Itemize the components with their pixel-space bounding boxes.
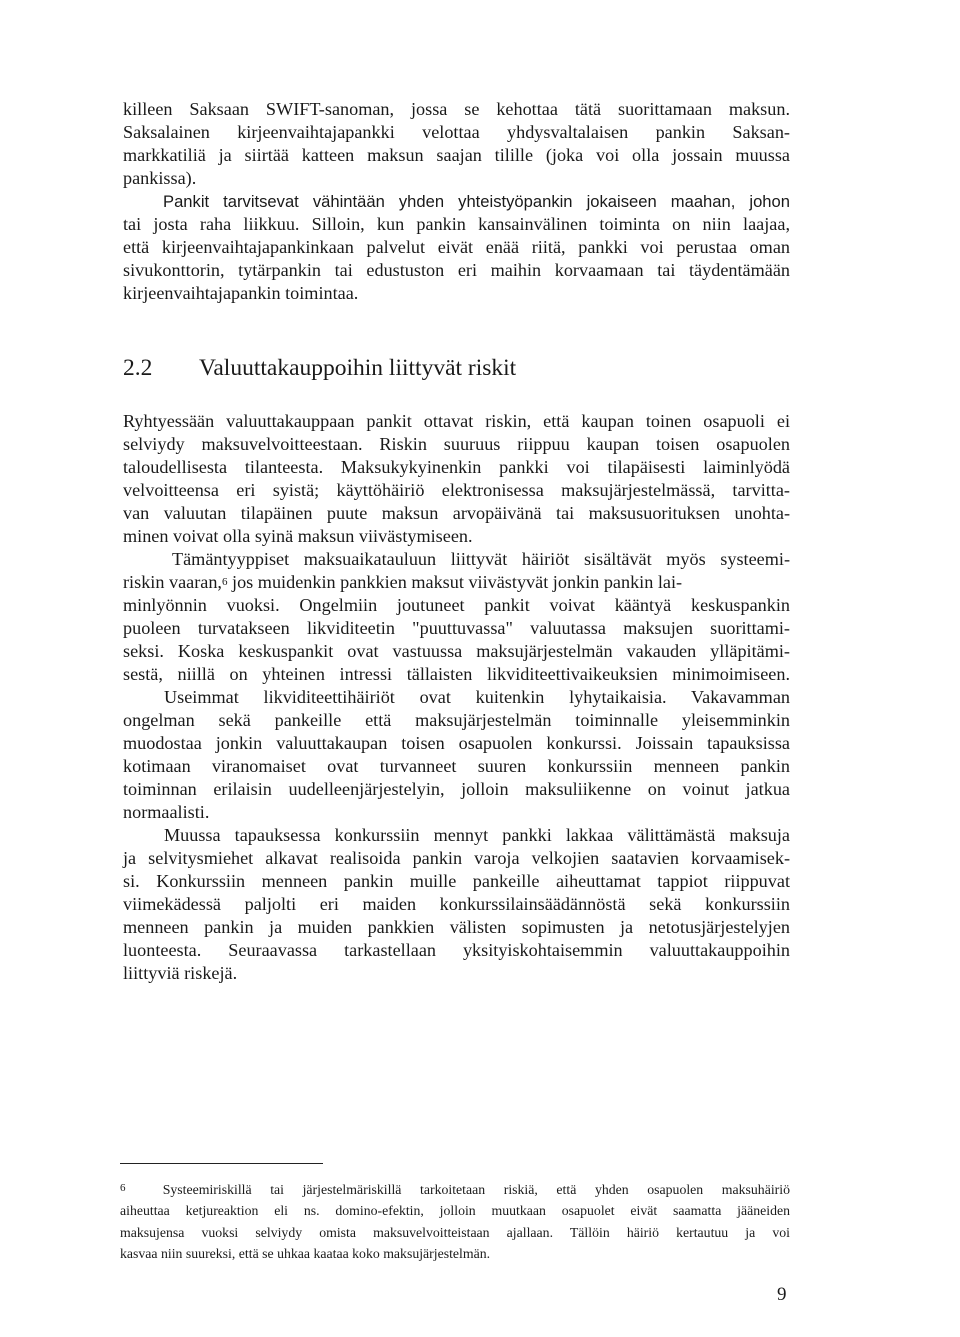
- text-line: tai josta raha liikkuu. Silloin, kun pankin kansainvälinen toiminta on niin laajaa,: [123, 214, 790, 234]
- text-line: [123, 571, 790, 594]
- footnote-divider: [120, 1163, 323, 1164]
- text-line: liittyviä riskejä.: [123, 963, 238, 983]
- text-line: van valuutan tilapäinen puute maksun arvopäivänä tai maksusuorituksen unohta-: [123, 503, 790, 523]
- text-line: normaalisti.: [123, 802, 210, 822]
- text-line: pankissa).: [123, 168, 197, 188]
- section-number: 2.2: [123, 355, 153, 381]
- text-line: muodostaa jonkin valuuttakaupan toisen osapuolen konkurssi. Joissain tapauksissa: [123, 733, 790, 753]
- text-line: markkatiliä ja siirtää katteen maksun saajan tilille (joka voi olla jossain muussa: [123, 145, 790, 165]
- text-line: Useimmat likviditeettihäiriöt ovat kuitenkin lyhytaikaisia. Vakavamman: [164, 687, 790, 707]
- text-line: menneen pankin ja muiden pankkien välisten sopimusten ja netotusjärjestelyjen: [123, 917, 790, 937]
- text-line: killeen Saksaan SWIFT-sanoman, jossa se kehottaa tätä suorittamaan maksun.: [123, 99, 790, 119]
- text-line: toiminnan erilaisin uudelleenjärjestelyin, jolloin maksuliikenne on voinut jatkua: [123, 779, 790, 799]
- text-line: selviydy maksuvelvoitteestaan. Riskin suuruus riippuu kaupan toisen osapuolen: [123, 434, 790, 454]
- text-line: sestä, niillä on yhteinen intressi tällaisten likviditeettivaikeuksien minimoimiseen.: [123, 664, 790, 684]
- text-line: si. Konkurssiin menneen pankin muille pankeille aiheuttamat tappiot riippuvat: [123, 871, 790, 891]
- text-line: seksi. Koska keskuspankit ovat vastuussa maksujärjestelmän vakauden ylläpitämi-: [123, 641, 790, 661]
- page-number: 9: [777, 1284, 787, 1305]
- text-fragment: riskin vaaran,: [123, 572, 222, 592]
- text-line: ongelman sekä pankeille että maksujärjestelmän toiminnalle yleisemminkin: [123, 710, 790, 730]
- footnote-line: maksujensa vuoksi selviydy omista maksuvelvoitteistaan ajallaan. Tällöin häiriö kertautuu ja voi: [120, 1225, 790, 1240]
- text-line: taloudellisesta tilanteesta. Maksukykyinenkin pankki voi tilapäisesti laiminlyödä: [123, 457, 790, 477]
- footnote-number: 6: [120, 1182, 126, 1194]
- text-line: kotimaan viranomaiset ovat turvanneet suuren konkurssiin menneen pankin: [123, 756, 790, 776]
- text-line: puoleen turvatakseen likviditeetin "puuttuvassa" valuutassa maksujen suorittami-: [123, 618, 790, 638]
- text-line: ja selvitysmiehet alkavat realisoida pankin varoja velkojien saatavien korvaamisek-: [123, 848, 790, 868]
- section-title: Valuuttakauppoihin liittyvät riskit: [199, 355, 517, 381]
- text-line: minlyönnin vuoksi. Ongelmiin joutuneet pankit voivat kääntyä keskuspankin: [123, 595, 790, 615]
- text-line: Pankit tarvitsevat vähintään yhden yhteistyöpankin jokaiseen maahan, johon: [163, 192, 790, 211]
- section-heading: [123, 354, 516, 382]
- text-line: sivukonttorin, tytärpankin tai edustuston eri maihin korvaamaan tai täydentämään: [123, 260, 790, 280]
- footnote-reference: 6: [221, 576, 228, 588]
- text-line: Ryhtyessään valuuttakauppaan pankit ottavat riskin, että kaupan toinen osapuoli ei: [123, 411, 790, 431]
- text-line: Tämäntyyppiset maksuaikatauluun liittyvät häiriöt sisältävät myös systeemi-: [172, 549, 790, 569]
- footnote-line: kasvaa niin suureksi, että se uhkaa kaataa koko maksujärjestelmän.: [120, 1246, 491, 1261]
- text-line: luonteesta. Seuraavassa tarkastellaan yksityiskohtaisemmin valuuttakauppoihin: [123, 940, 790, 960]
- text-line: että kirjeenvaihtajapankinkaan palvelut eivät enää riitä, pankki voi perustaa oman: [123, 237, 790, 257]
- text-line: Muussa tapauksessa konkurssiin mennyt pankki lakkaa välittämästä maksuja: [164, 825, 790, 845]
- text-line: kirjeenvaihtajapankin toimintaa.: [123, 283, 359, 303]
- footnote-line: [120, 1179, 790, 1200]
- text-fragment: Systeemiriskillä tai järjestelmäriskillä tarkoitetaan riskiä, että yhden osapuolen maksuhäiriö: [162, 1182, 790, 1197]
- footnote-line: aiheuttaa ketjureaktion eli ns. domino-efektin, jolloin muutkaan osapuolet eivät saamatta jääneiden: [120, 1203, 790, 1218]
- text-line: viimekädessä paljolti eri maiden konkurssilainsäädännöstä sekä konkurssiin: [123, 894, 790, 914]
- text-line: Saksalainen kirjeenvaihtajapankki velottaa yhdysvaltalaisen pankin Saksan-: [123, 122, 790, 142]
- text-fragment: jos muidenkin pankkien maksut viivästyvät jonkin pankin lai-: [232, 572, 683, 592]
- text-line: minen voivat olla syinä maksun viivästymiseen.: [123, 526, 473, 546]
- text-line: velvoitteensa eri syistä; käyttöhäiriö elektronisessa maksujärjestelmässä, tarvitta-: [123, 480, 790, 500]
